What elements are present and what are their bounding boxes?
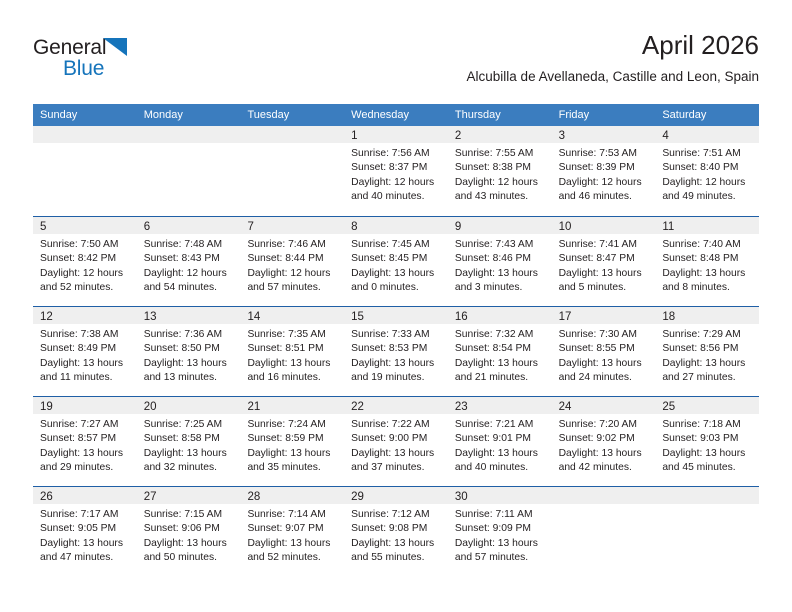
day-detail-line: and 42 minutes. [558, 461, 632, 473]
day-detail-line: Daylight: 13 hours [662, 267, 746, 279]
day-detail-line: Sunset: 9:01 PM [454, 433, 532, 445]
day-number-band [552, 126, 656, 143]
day-detail-line: Daylight: 13 hours [351, 267, 435, 279]
day-number-band [448, 487, 552, 504]
day-detail-line: and 0 minutes. [351, 281, 419, 293]
day-number: 23 [454, 401, 468, 413]
day-detail-line: Sunrise: 7:20 AM [558, 419, 638, 430]
day-detail-line: Sunrise: 7:43 AM [454, 239, 534, 250]
day-details [240, 414, 344, 475]
calendar-week-row [33, 396, 759, 486]
day-detail-line: and 57 minutes. [247, 281, 321, 293]
page-title: April 2026 [641, 30, 759, 60]
day-detail-line: Sunrise: 7:14 AM [247, 509, 326, 520]
day-detail-line: Sunset: 8:59 PM [247, 433, 324, 445]
day-detail-line: Daylight: 13 hours [247, 447, 331, 459]
day-number-band [33, 126, 137, 143]
day-detail-line: and 45 minutes. [662, 461, 736, 473]
day-detail-line: Daylight: 12 hours [247, 267, 331, 279]
day-detail-line: Sunset: 9:09 PM [454, 523, 532, 535]
logo-text-blue: Blue [63, 57, 105, 80]
day-detail-line: and 16 minutes. [247, 371, 321, 383]
day-detail-line: and 43 minutes. [454, 190, 529, 202]
day-detail-line: Sunrise: 7:22 AM [351, 419, 430, 430]
day-number-band [344, 307, 448, 324]
day-detail-line: and 40 minutes. [351, 190, 425, 202]
day-number: 25 [662, 401, 676, 413]
day-detail-line: Daylight: 12 hours [662, 176, 746, 188]
day-detail-line: Daylight: 13 hours [662, 357, 746, 369]
day-detail-line: Sunset: 8:39 PM [558, 162, 635, 174]
day-detail-line: and 5 minutes. [558, 281, 627, 293]
calendar-day-cell[interactable] [655, 126, 759, 216]
day-details [137, 234, 241, 295]
day-detail-line: and 47 minutes. [40, 551, 114, 563]
calendar-day-cell[interactable] [137, 217, 241, 306]
day-detail-line: Sunrise: 7:25 AM [143, 419, 223, 430]
day-details [655, 143, 759, 204]
day-detail-line: Sunrise: 7:46 AM [247, 239, 326, 250]
day-detail-line: and 32 minutes. [143, 461, 217, 473]
day-detail-line: Sunrise: 7:12 AM [351, 509, 430, 520]
day-number: 15 [351, 311, 364, 323]
day-details [240, 504, 344, 565]
weekday-header-monday: Monday [143, 109, 183, 121]
day-detail-line: and 50 minutes. [143, 551, 217, 563]
page-header [33, 28, 759, 98]
weekday-header-thursday: Thursday [454, 109, 501, 121]
day-number-band [33, 397, 137, 414]
day-number: 26 [40, 491, 53, 503]
day-details [344, 414, 448, 475]
day-detail-line: Sunset: 8:43 PM [143, 253, 220, 265]
day-detail-line: Sunset: 8:44 PM [247, 253, 324, 265]
day-details [448, 504, 552, 565]
day-detail-line: Sunset: 8:48 PM [662, 253, 739, 265]
day-detail-line: and 54 minutes. [143, 281, 217, 293]
day-number-band [448, 126, 552, 143]
day-detail-line: Sunrise: 7:51 AM [662, 148, 741, 159]
day-detail-line: Sunrise: 7:36 AM [143, 329, 223, 340]
day-detail-line: and 19 minutes. [351, 371, 425, 383]
day-details [344, 143, 448, 204]
day-detail-line: Daylight: 13 hours [247, 357, 331, 369]
day-number: 13 [143, 311, 157, 323]
day-details [448, 234, 552, 295]
day-detail-line: and 37 minutes. [351, 461, 425, 473]
day-detail-line: Sunrise: 7:30 AM [558, 329, 638, 340]
calendar-day-cell[interactable] [448, 397, 552, 486]
day-detail-line: Sunset: 8:45 PM [351, 253, 428, 265]
day-detail-line: and 40 minutes. [454, 461, 529, 473]
day-detail-line: Daylight: 13 hours [454, 267, 538, 279]
day-number-band [137, 217, 241, 234]
day-detail-line: and 24 minutes. [558, 371, 632, 383]
day-number-band [240, 397, 344, 414]
day-number: 28 [247, 491, 261, 503]
calendar-grid [33, 104, 759, 576]
day-number-band [655, 126, 759, 143]
day-number-band [448, 217, 552, 234]
day-number-band [552, 307, 656, 324]
calendar-day-cell[interactable] [552, 397, 656, 486]
calendar-day-cell[interactable] [344, 307, 448, 396]
day-detail-line: Sunset: 9:02 PM [558, 433, 635, 445]
day-number-band [344, 126, 448, 143]
day-detail-line: Sunset: 8:54 PM [454, 343, 532, 355]
calendar-day-cell[interactable] [448, 217, 552, 306]
weekday-header-tuesday: Tuesday [247, 109, 290, 121]
day-number-band [240, 217, 344, 234]
day-detail-line: Daylight: 13 hours [143, 357, 227, 369]
day-details [552, 414, 656, 475]
day-number-band [552, 487, 656, 504]
day-detail-line: Sunrise: 7:15 AM [143, 509, 223, 520]
calendar-week-row [33, 216, 759, 306]
day-details [655, 324, 759, 385]
day-detail-line: Sunset: 8:57 PM [40, 433, 117, 445]
day-detail-line: Sunrise: 7:35 AM [247, 329, 326, 340]
day-details [344, 324, 448, 385]
day-detail-line: Sunrise: 7:11 AM [454, 509, 533, 520]
day-details [137, 504, 241, 565]
day-details [448, 414, 552, 475]
day-detail-line: Sunset: 9:08 PM [351, 523, 428, 535]
calendar-day-cell[interactable] [240, 307, 344, 396]
calendar-day-cell[interactable] [137, 487, 241, 576]
calendar-day-cell[interactable] [552, 307, 656, 396]
day-number: 27 [143, 491, 157, 503]
day-detail-line: Daylight: 13 hours [558, 357, 642, 369]
day-number: 8 [351, 221, 358, 233]
logo-text-general: General [33, 36, 107, 59]
day-detail-line: and 57 minutes. [454, 551, 529, 563]
calendar-day-cell[interactable] [33, 307, 137, 396]
day-detail-line: Sunset: 8:56 PM [662, 343, 739, 355]
day-number-band [655, 307, 759, 324]
calendar-day-cell[interactable] [448, 307, 552, 396]
day-number: 17 [558, 311, 572, 323]
day-detail-line: and 52 minutes. [40, 281, 114, 293]
day-number-band [344, 397, 448, 414]
day-number-band [655, 397, 759, 414]
day-details [33, 504, 137, 565]
day-detail-line: Sunset: 8:49 PM [40, 343, 117, 355]
day-number: 10 [558, 221, 572, 233]
day-number: 21 [247, 401, 261, 413]
day-detail-line: Sunrise: 7:33 AM [351, 329, 430, 340]
day-detail-line: Daylight: 13 hours [662, 447, 746, 459]
day-number: 12 [40, 311, 53, 323]
day-number-band [448, 307, 552, 324]
day-number-band [240, 487, 344, 504]
day-number: 9 [454, 221, 462, 233]
weekday-header-friday: Friday [558, 109, 590, 121]
day-number: 11 [662, 221, 675, 233]
calendar-day-cell[interactable] [552, 217, 656, 306]
day-details [344, 234, 448, 295]
day-details [137, 414, 241, 475]
day-number: 4 [662, 130, 669, 142]
day-detail-line: Daylight: 13 hours [351, 447, 435, 459]
day-detail-line: Daylight: 13 hours [558, 267, 642, 279]
day-detail-line: Sunset: 8:37 PM [351, 162, 428, 174]
calendar-day-cell[interactable] [344, 126, 448, 216]
day-detail-line: Daylight: 13 hours [454, 357, 538, 369]
day-detail-line: Sunset: 9:03 PM [662, 433, 739, 445]
day-detail-line: and 8 minutes. [662, 281, 730, 293]
day-detail-line: Sunrise: 7:32 AM [454, 329, 534, 340]
day-detail-line: Sunrise: 7:18 AM [662, 419, 741, 430]
day-detail-line: Sunrise: 7:38 AM [40, 329, 119, 340]
day-detail-line: Daylight: 12 hours [143, 267, 227, 279]
calendar-week-row [33, 126, 759, 216]
calendar-day-cell-empty [552, 487, 656, 576]
day-details [655, 234, 759, 295]
day-number: 29 [351, 491, 364, 503]
day-detail-line: Sunset: 8:42 PM [40, 253, 117, 265]
day-detail-line: and 13 minutes. [143, 371, 217, 383]
day-detail-line: Sunset: 9:00 PM [351, 433, 428, 445]
day-detail-line: Sunrise: 7:21 AM [454, 419, 534, 430]
day-detail-line: Sunrise: 7:45 AM [351, 239, 430, 250]
day-number: 20 [143, 401, 157, 413]
day-number: 6 [143, 221, 151, 233]
day-number-band [552, 397, 656, 414]
day-detail-line: and 3 minutes. [454, 281, 523, 293]
day-detail-line: Sunset: 8:53 PM [351, 343, 428, 355]
calendar-week-row [33, 306, 759, 396]
day-number-band [137, 307, 241, 324]
day-number: 16 [454, 311, 468, 323]
day-details [240, 324, 344, 385]
calendar-day-cell[interactable] [137, 307, 241, 396]
day-detail-line: Sunrise: 7:50 AM [40, 239, 119, 250]
day-detail-line: and 49 minutes. [662, 190, 736, 202]
calendar-day-cell[interactable] [240, 487, 344, 576]
day-detail-line: and 55 minutes. [351, 551, 425, 563]
day-number: 14 [247, 311, 261, 323]
day-number-band [33, 487, 137, 504]
day-details [33, 414, 137, 475]
triangle-icon [103, 38, 127, 56]
day-number-band [137, 397, 241, 414]
day-number: 30 [454, 491, 468, 503]
day-number-band [137, 487, 241, 504]
calendar-day-cell[interactable] [33, 217, 137, 306]
day-detail-line: Sunrise: 7:48 AM [143, 239, 223, 250]
calendar-day-cell[interactable] [655, 307, 759, 396]
day-details [552, 234, 656, 295]
day-detail-line: Sunrise: 7:53 AM [558, 148, 638, 159]
day-detail-line: Sunset: 8:47 PM [558, 253, 635, 265]
calendar-day-cell[interactable] [344, 487, 448, 576]
calendar-day-cell[interactable] [33, 397, 137, 486]
day-details [344, 504, 448, 565]
day-number: 7 [247, 221, 254, 233]
day-number-band [137, 126, 241, 143]
day-detail-line: and 52 minutes. [247, 551, 321, 563]
day-detail-line: Daylight: 13 hours [351, 537, 435, 549]
day-number-band [655, 217, 759, 234]
day-number-band [344, 217, 448, 234]
day-detail-line: Daylight: 12 hours [454, 176, 538, 188]
calendar-day-cell[interactable] [448, 126, 552, 216]
day-detail-line: Sunrise: 7:29 AM [662, 329, 741, 340]
weekday-header-sunday: Sunday [40, 109, 78, 121]
calendar-day-cell[interactable] [33, 487, 137, 576]
day-detail-line: Sunrise: 7:56 AM [351, 148, 430, 159]
day-detail-line: Sunset: 8:46 PM [454, 253, 532, 265]
calendar-day-cell[interactable] [344, 217, 448, 306]
day-detail-line: and 21 minutes. [454, 371, 529, 383]
day-detail-line: and 35 minutes. [247, 461, 321, 473]
day-detail-line: Daylight: 13 hours [143, 447, 227, 459]
calendar-day-cell[interactable] [137, 397, 241, 486]
day-number-band [344, 487, 448, 504]
day-detail-line: Daylight: 13 hours [143, 537, 227, 549]
day-details [137, 324, 241, 385]
day-detail-line: Sunset: 8:38 PM [454, 162, 532, 174]
day-number-band [33, 217, 137, 234]
calendar-day-cell[interactable] [552, 126, 656, 216]
day-detail-line: Sunrise: 7:41 AM [558, 239, 638, 250]
day-details [552, 143, 656, 204]
calendar-day-cell[interactable] [448, 487, 552, 576]
day-details [33, 234, 137, 295]
day-detail-line: and 11 minutes. [40, 371, 113, 383]
weekday-header-row [33, 104, 759, 126]
day-detail-line: Sunset: 8:51 PM [247, 343, 324, 355]
day-detail-line: Daylight: 13 hours [247, 537, 331, 549]
weekday-header-saturday: Saturday [662, 109, 707, 121]
calendar-day-cell-empty [655, 487, 759, 576]
day-detail-line: Sunset: 9:07 PM [247, 523, 324, 535]
day-number: 3 [558, 130, 565, 142]
day-detail-line: Daylight: 13 hours [40, 537, 123, 549]
day-detail-line: Sunrise: 7:40 AM [662, 239, 741, 250]
day-detail-line: Daylight: 12 hours [351, 176, 435, 188]
calendar-day-cell-empty [137, 126, 241, 216]
day-detail-line: Daylight: 13 hours [454, 447, 538, 459]
day-detail-line: Daylight: 13 hours [351, 357, 435, 369]
general-blue-logo[interactable] [33, 36, 153, 86]
calendar-weeks [33, 126, 759, 576]
calendar-day-cell[interactable] [240, 397, 344, 486]
day-detail-line: Daylight: 13 hours [558, 447, 642, 459]
calendar-day-cell-empty [240, 126, 344, 216]
day-number-band [655, 487, 759, 504]
day-details [655, 414, 759, 475]
day-number: 18 [662, 311, 676, 323]
calendar-day-cell[interactable] [655, 217, 759, 306]
day-details [448, 143, 552, 204]
day-detail-line: Daylight: 13 hours [40, 447, 123, 459]
day-detail-line: Daylight: 12 hours [558, 176, 642, 188]
title-block [467, 28, 759, 88]
day-details [552, 324, 656, 385]
day-detail-line: Daylight: 13 hours [40, 357, 123, 369]
day-details [240, 234, 344, 295]
day-detail-line: Sunrise: 7:24 AM [247, 419, 326, 430]
calendar-day-cell[interactable] [240, 217, 344, 306]
day-detail-line: Sunset: 8:58 PM [143, 433, 220, 445]
calendar-day-cell-empty [33, 126, 137, 216]
day-detail-line: Sunset: 8:50 PM [143, 343, 220, 355]
day-number: 22 [351, 401, 364, 413]
day-number: 2 [454, 130, 462, 142]
day-detail-line: Sunset: 8:55 PM [558, 343, 635, 355]
day-detail-line: and 29 minutes. [40, 461, 114, 473]
day-number: 24 [558, 401, 572, 413]
page-subtitle: Alcubilla de Avellaneda, Castille and Leon, Spain [466, 69, 759, 84]
day-number-band [552, 217, 656, 234]
weekday-header-wednesday: Wednesday [351, 109, 410, 121]
day-detail-line: Daylight: 13 hours [454, 537, 538, 549]
day-number: 19 [40, 401, 53, 413]
day-details [448, 324, 552, 385]
day-number: 5 [40, 221, 47, 233]
day-detail-line: Sunrise: 7:55 AM [454, 148, 534, 159]
calendar-day-cell[interactable] [344, 397, 448, 486]
day-detail-line: Sunset: 9:05 PM [40, 523, 117, 535]
day-detail-line: and 27 minutes. [662, 371, 736, 383]
day-detail-line: Sunrise: 7:27 AM [40, 419, 119, 430]
day-details [33, 324, 137, 385]
day-detail-line: Sunset: 8:40 PM [662, 162, 739, 174]
day-number-band [240, 307, 344, 324]
day-number: 1 [351, 130, 358, 142]
day-detail-line: Sunset: 9:06 PM [143, 523, 220, 535]
day-detail-line: and 46 minutes. [558, 190, 632, 202]
day-number-band [33, 307, 137, 324]
day-number-band [448, 397, 552, 414]
day-detail-line: Sunrise: 7:17 AM [40, 509, 119, 520]
day-number-band [240, 126, 344, 143]
calendar-day-cell[interactable] [655, 397, 759, 486]
calendar-week-row [33, 486, 759, 576]
day-detail-line: Daylight: 12 hours [40, 267, 123, 279]
